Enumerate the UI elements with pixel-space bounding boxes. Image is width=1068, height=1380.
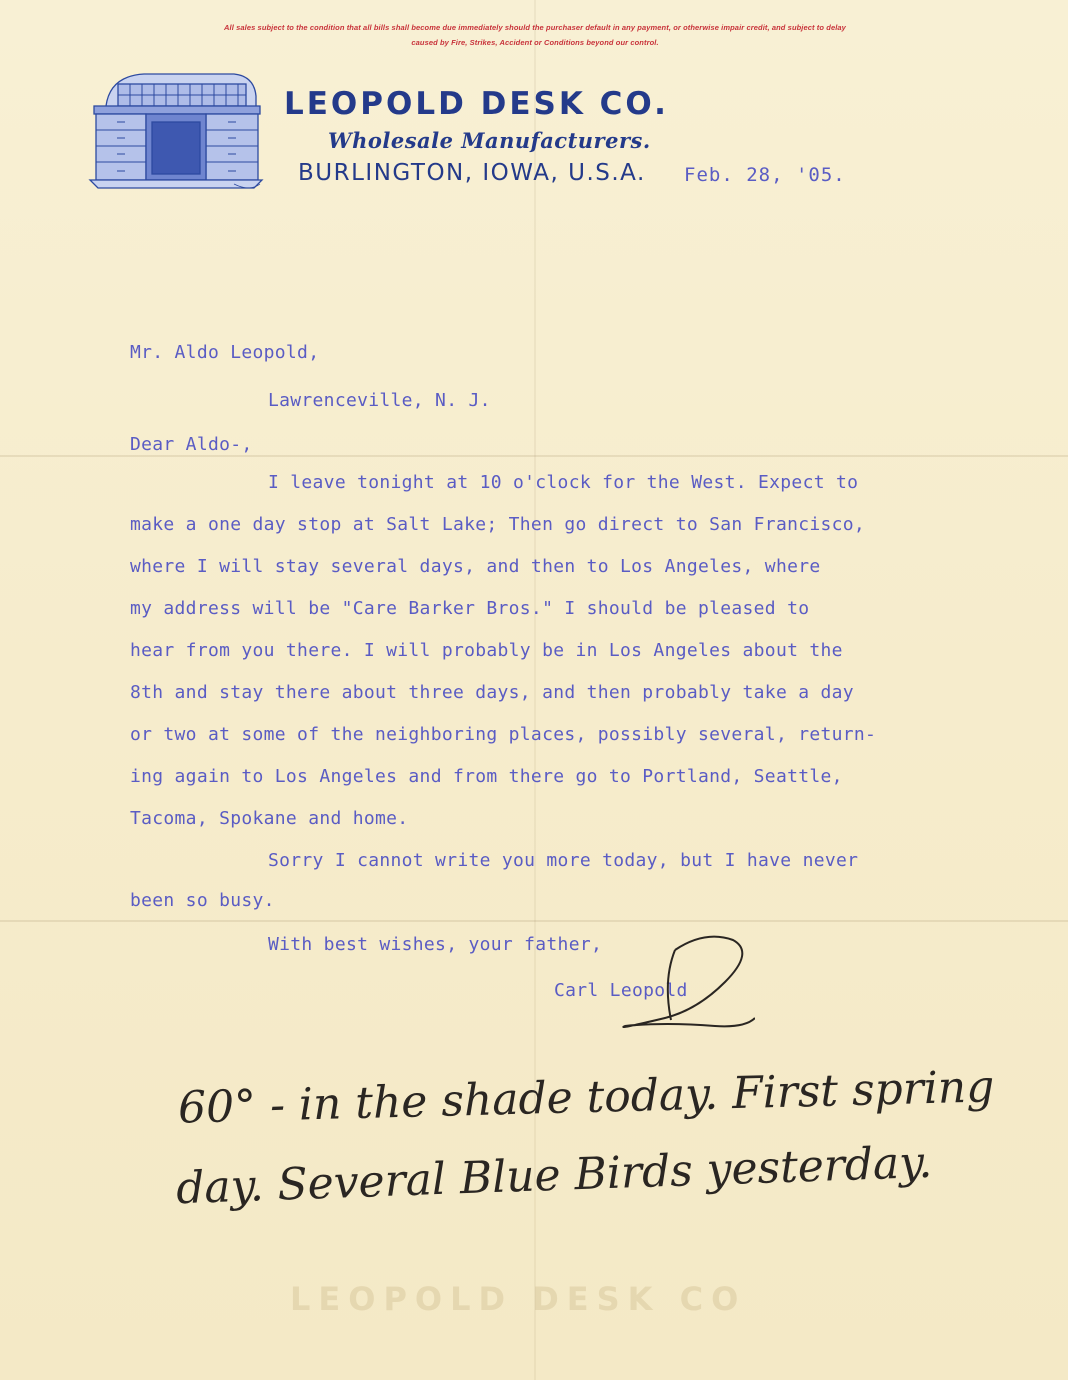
body-line: make a one day stop at Salt Lake; Then go direct to San Francisco,: [130, 514, 866, 535]
body-line: or two at some of the neighboring places, possibly several, return-: [130, 724, 877, 745]
disclaimer-line: caused by Fire, Strikes, Accident or Conditions beyond our control.: [411, 38, 659, 47]
body-line: Sorry I cannot write you more today, but I have never: [268, 850, 859, 871]
body-line: hear from you there. I will probably be in Los Angeles about the: [130, 640, 843, 661]
handwritten-postscript-line: day. Several Blue Birds yesterday.: [175, 1136, 934, 1215]
body-line: 8th and stay there about three days, and then probably take a day: [130, 682, 854, 703]
company-name: LEOPOLD DESK CO.: [284, 86, 669, 122]
body-line: my address will be "Care Barker Bros." I should be pleased to: [130, 598, 810, 619]
signature: Carl Leopold: [554, 980, 688, 1001]
body-line: where I will stay several days, and then to Los Angeles, where: [130, 556, 821, 577]
body-line: Tacoma, Spokane and home.: [130, 808, 409, 829]
closing: With best wishes, your father,: [268, 934, 603, 955]
body-line: I leave tonight at 10 o'clock for the West. Expect to: [268, 472, 859, 493]
body-line: ing again to Los Angeles and from there go to Portland, Seattle,: [130, 766, 843, 787]
salutation: Dear Aldo-,: [130, 434, 253, 455]
handwritten-postscript-line: 60° - in the shade today. First spring: [177, 1061, 995, 1134]
rolltop-desk-icon: [84, 66, 264, 196]
letter-date: Feb. 28, '05.: [684, 164, 846, 186]
show-through-watermark: LEOPOLD DESK CO: [290, 1280, 747, 1318]
company-address: BURLINGTON, IOWA, U.S.A.: [298, 160, 646, 186]
signature-flourish: [605, 930, 755, 1040]
sales-disclaimer: [110, 20, 960, 50]
body-line: been so busy.: [130, 890, 275, 911]
disclaimer-line: All sales subject to the condition that all bills shall become due immediately should the purchaser default in any payment, or otherwise impair credit, and subject to delay: [224, 23, 846, 32]
recipient-name: Mr. Aldo Leopold,: [130, 342, 320, 363]
recipient-place: Lawrenceville, N. J.: [268, 390, 491, 411]
company-subtitle: Wholesale Manufacturers.: [328, 128, 651, 153]
